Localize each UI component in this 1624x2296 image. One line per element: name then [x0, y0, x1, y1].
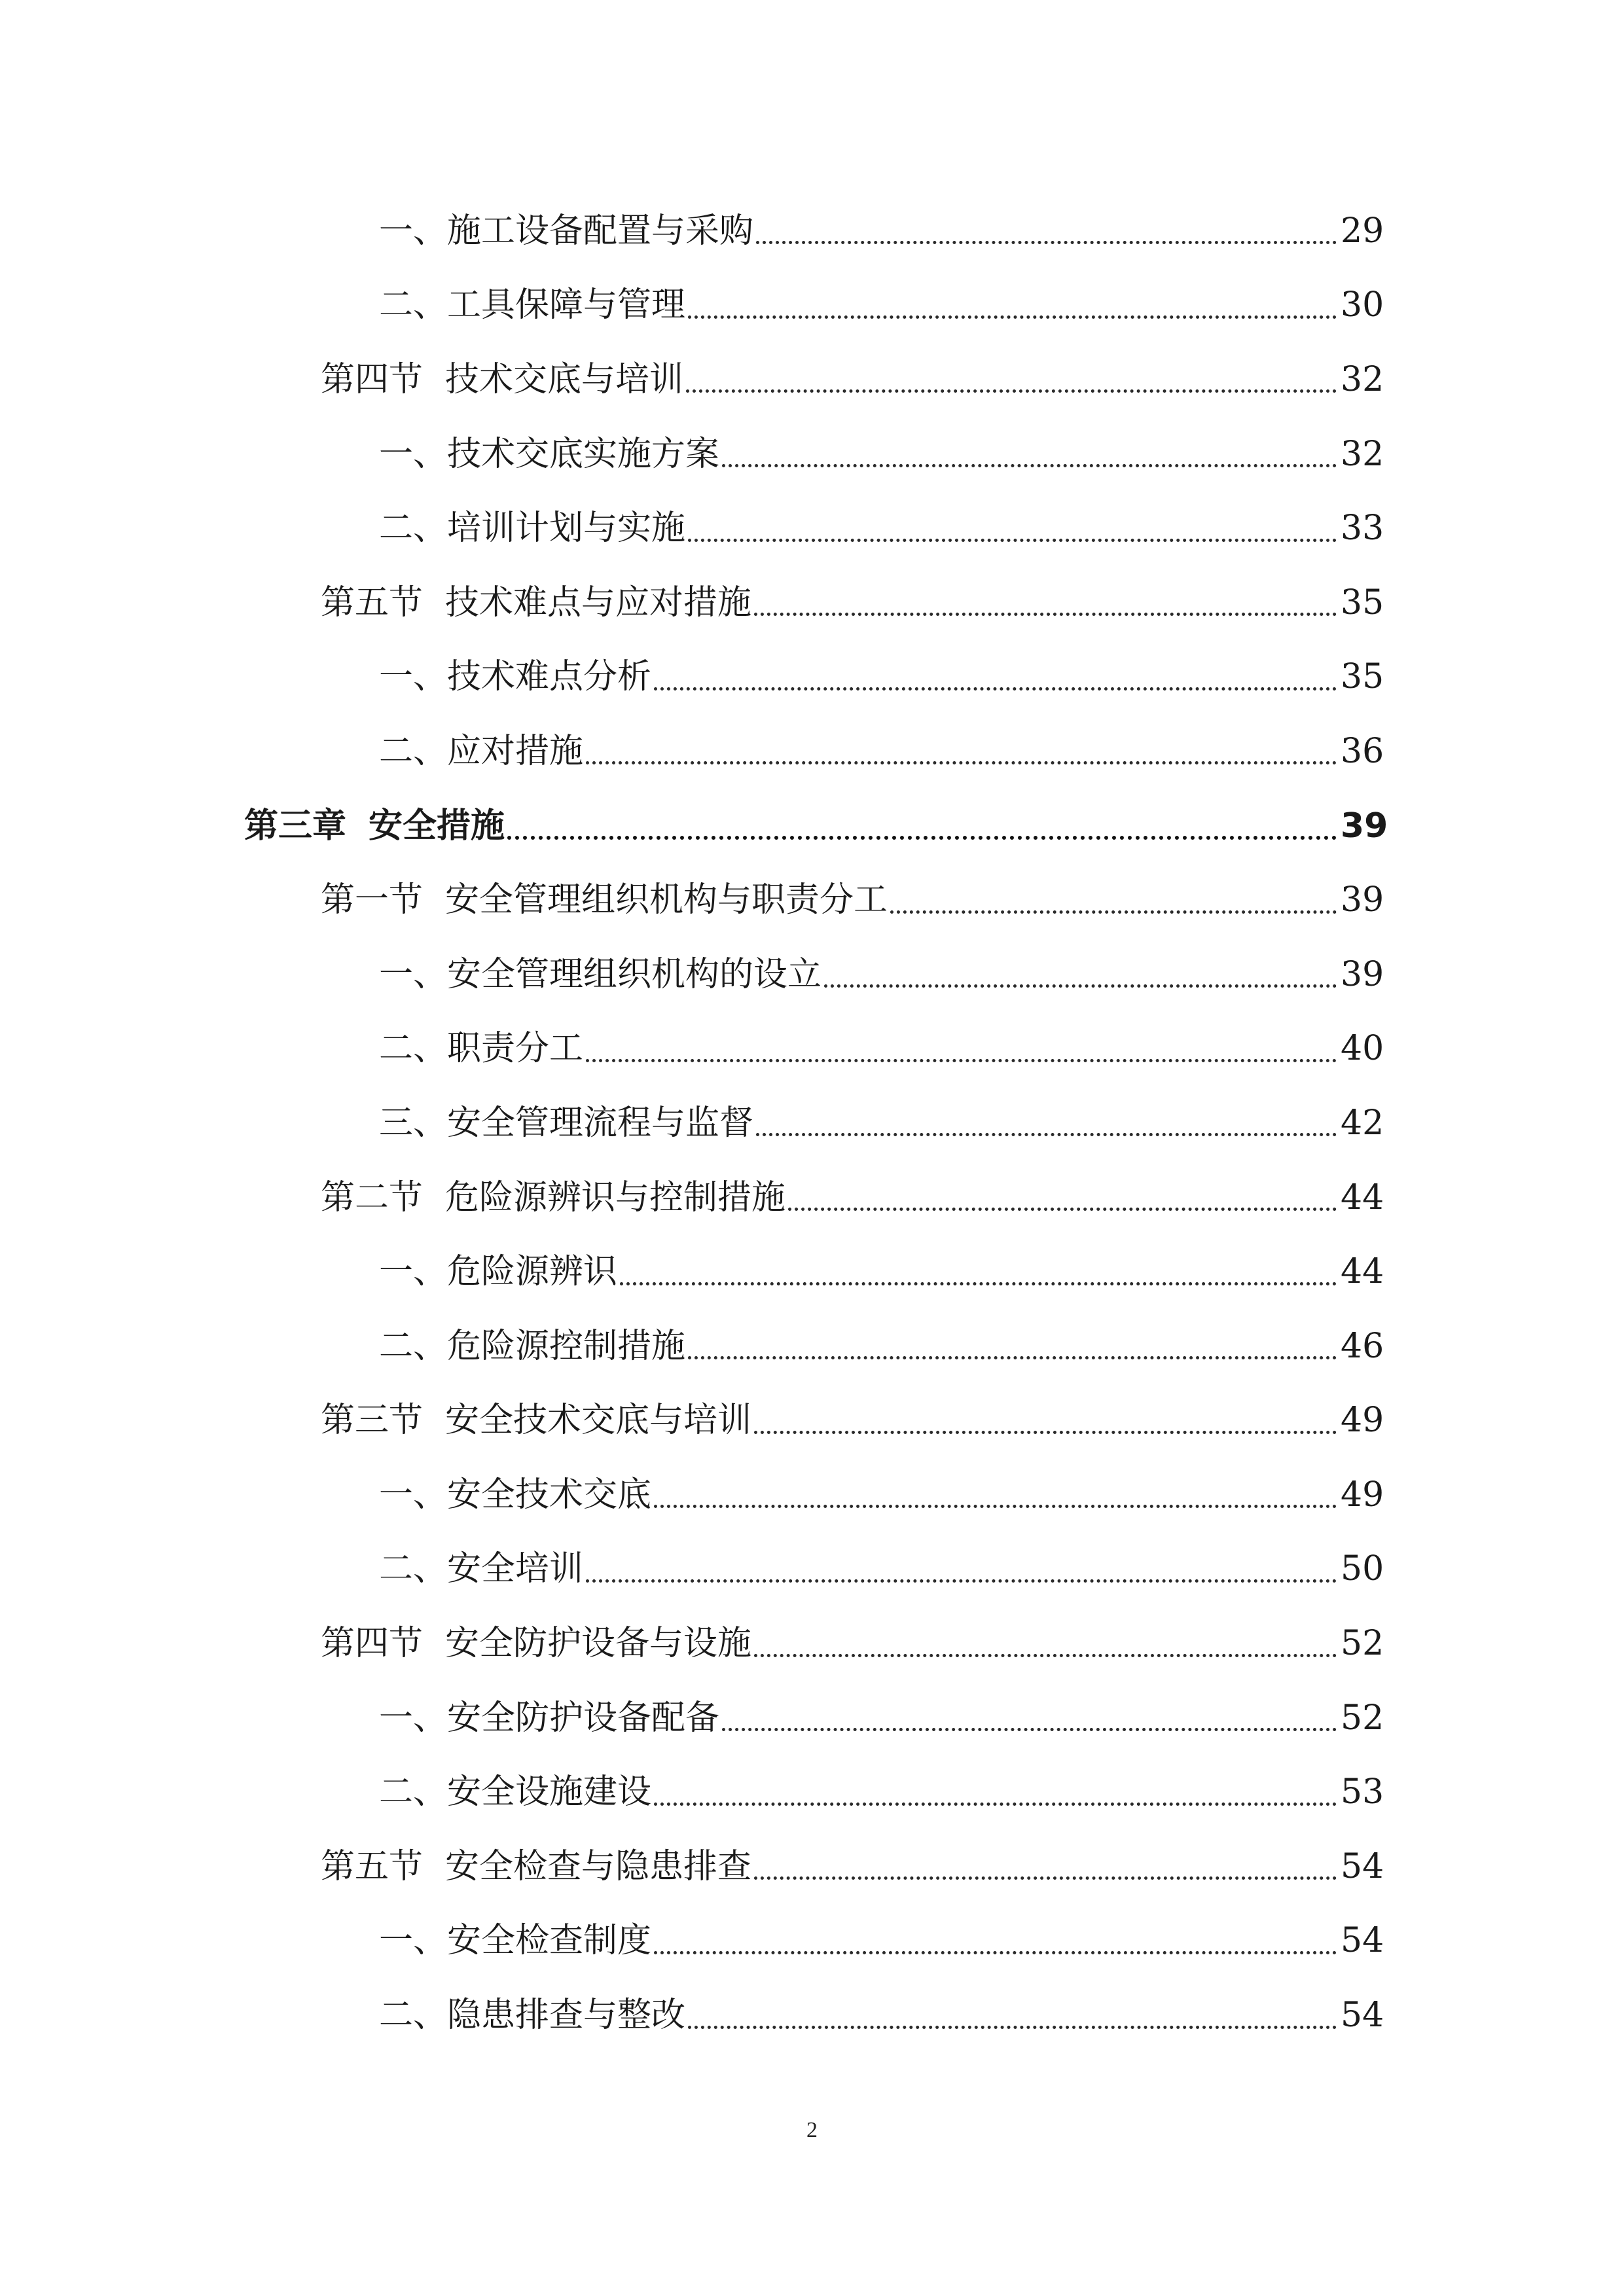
toc-page-number: 50 [1341, 1549, 1384, 1589]
toc-entry-title: 二、隐患排查与整改 [379, 1996, 686, 2036]
toc-page-number: 52 [1341, 1624, 1384, 1664]
section-number: 第五节 [321, 1846, 424, 1886]
page-number: 2 [806, 2118, 818, 2142]
dot-leader [686, 355, 1337, 393]
toc-entry-label [321, 1401, 752, 1441]
toc-entry-item[interactable] [0, 1532, 1384, 1607]
toc-entry-title: 二、安全设施建设 [379, 1772, 652, 1812]
toc-entry-title: 一、安全防护设备配备 [379, 1698, 720, 1738]
toc-entry-title: 二、工具保障与管理 [379, 285, 686, 325]
section-number: 第四节 [321, 359, 424, 399]
toc-entry-item[interactable] [0, 1086, 1384, 1160]
toc-entry-title: 二、危险源控制措施 [379, 1326, 686, 1366]
toc-entry-title: 安全技术交底与培训 [445, 1401, 752, 1441]
dot-leader [586, 1545, 1337, 1583]
toc-entry-title: 安全措施 [369, 806, 505, 846]
dot-leader [654, 1471, 1337, 1508]
toc-entry-title: 一、施工设备配置与采购 [379, 211, 754, 251]
toc-entry-item[interactable] [0, 640, 1384, 715]
toc-entry-label [379, 1996, 686, 2036]
toc-entry-item[interactable] [0, 1755, 1384, 1829]
toc-entry-item[interactable] [0, 194, 1384, 268]
toc-entry-title: 一、技术难点分析 [379, 657, 652, 697]
section-number: 第五节 [321, 583, 424, 622]
toc-page-number: 54 [1341, 1996, 1384, 2036]
toc-entry-item[interactable] [0, 937, 1384, 1012]
toc-entry-section[interactable] [0, 342, 1384, 417]
toc-entry-section[interactable] [0, 1829, 1384, 1904]
dot-leader [824, 950, 1337, 988]
toc-entry-title: 技术交底与培训 [445, 359, 684, 399]
toc-entry-title: 一、安全检查制度 [379, 1921, 652, 1961]
toc-entry-label [379, 434, 720, 474]
toc-entry-item[interactable] [0, 1234, 1384, 1309]
toc-page-number: 32 [1341, 359, 1384, 399]
toc-entry-title: 二、培训计划与实施 [379, 509, 686, 548]
toc-entry-title: 技术难点与应对措施 [445, 583, 752, 622]
toc-entry-label [379, 1252, 618, 1292]
toc-page-number: 53 [1341, 1772, 1384, 1812]
toc-entry-label [379, 509, 686, 548]
dot-leader [754, 1842, 1337, 1880]
toc-entry-label [321, 583, 752, 622]
toc-entry-label [379, 1549, 584, 1589]
dot-leader [654, 1917, 1337, 1954]
table-of-contents [0, 194, 1624, 2053]
toc-page-number: 39 [1341, 806, 1388, 846]
toc-entry-label [379, 1326, 686, 1366]
toc-entry-label [379, 1475, 652, 1515]
toc-page-number: 39 [1341, 880, 1384, 920]
toc-entry-label [321, 880, 888, 920]
dot-leader [507, 802, 1337, 840]
toc-page-number: 44 [1341, 1252, 1384, 1292]
dot-leader [688, 1322, 1337, 1359]
toc-page-number: 30 [1341, 285, 1384, 325]
toc-entry-label [244, 806, 505, 846]
toc-page-number: 52 [1341, 1698, 1384, 1738]
dot-leader [688, 281, 1337, 319]
toc-entry-item[interactable] [0, 1904, 1384, 1979]
toc-entry-item[interactable] [0, 1681, 1384, 1755]
toc-page-number: 33 [1341, 509, 1384, 548]
dot-leader [754, 1397, 1337, 1434]
toc-entry-title: 危险源辨识与控制措施 [445, 1177, 786, 1217]
toc-entry-label [321, 1624, 752, 1664]
toc-entry-label [379, 657, 652, 697]
toc-page-number: 35 [1341, 657, 1384, 697]
toc-page-number: 49 [1341, 1475, 1384, 1515]
toc-entry-title: 安全检查与隐患排查 [445, 1846, 752, 1886]
section-number: 第一节 [321, 880, 424, 920]
toc-entry-title: 三、安全管理流程与监督 [379, 1103, 754, 1143]
chapter-number: 第三章 [244, 806, 347, 846]
dot-leader [722, 430, 1337, 467]
toc-page-number: 49 [1341, 1401, 1384, 1441]
toc-entry-label [379, 731, 584, 771]
dot-leader [890, 876, 1337, 914]
toc-entry-title: 安全管理组织机构与职责分工 [445, 880, 888, 920]
dot-leader [756, 207, 1337, 244]
dot-leader [788, 1174, 1337, 1211]
toc-entry-title: 一、技术交底实施方案 [379, 434, 720, 474]
toc-entry-title: 一、危险源辨识 [379, 1252, 618, 1292]
toc-entry-label [379, 1921, 652, 1961]
toc-entry-label [379, 285, 686, 325]
toc-page-number: 36 [1341, 731, 1384, 771]
dot-leader [586, 727, 1337, 764]
dot-leader [654, 653, 1337, 691]
toc-page-number: 42 [1341, 1103, 1384, 1143]
section-number: 第三节 [321, 1401, 424, 1441]
toc-entry-title: 二、安全培训 [379, 1549, 584, 1589]
dot-leader [586, 1025, 1337, 1062]
toc-entry-title: 安全防护设备与设施 [445, 1624, 752, 1664]
toc-entry-label [379, 211, 754, 251]
dot-leader [756, 1099, 1337, 1136]
toc-page-number: 44 [1341, 1177, 1384, 1217]
toc-page-number: 54 [1341, 1846, 1384, 1886]
dot-leader [688, 505, 1337, 542]
dot-leader [754, 1620, 1337, 1657]
toc-page-number: 40 [1341, 1029, 1384, 1069]
toc-entry-section[interactable] [0, 1384, 1384, 1458]
toc-entry-title: 二、应对措施 [379, 731, 584, 771]
toc-entry-label [379, 1698, 720, 1738]
toc-page-number: 54 [1341, 1921, 1384, 1961]
toc-entry-label [379, 1029, 584, 1069]
toc-entry-section[interactable] [0, 1606, 1384, 1681]
toc-entry-item[interactable] [0, 491, 1384, 565]
toc-entry-label [321, 1177, 786, 1217]
dot-leader [688, 1992, 1337, 2029]
toc-entry-item[interactable] [0, 714, 1384, 789]
toc-entry-item[interactable] [0, 268, 1384, 343]
toc-entry-section[interactable] [0, 565, 1384, 640]
toc-entry-item[interactable] [0, 1458, 1384, 1532]
toc-page-number: 29 [1341, 211, 1384, 251]
toc-entry-item[interactable] [0, 1978, 1384, 2053]
toc-page-number: 39 [1341, 954, 1384, 994]
toc-entry-item[interactable] [0, 417, 1384, 492]
dot-leader [654, 1768, 1337, 1806]
toc-page-number: 46 [1341, 1326, 1384, 1366]
toc-entry-title: 一、安全管理组织机构的设立 [379, 954, 822, 994]
toc-entry-item[interactable] [0, 1309, 1384, 1384]
section-number: 第四节 [321, 1624, 424, 1664]
toc-entry-title: 一、安全技术交底 [379, 1475, 652, 1515]
toc-entry-label [379, 954, 822, 994]
toc-entry-label [379, 1103, 754, 1143]
toc-page-number: 32 [1341, 434, 1384, 474]
toc-page-number: 35 [1341, 583, 1384, 622]
toc-entry-title: 二、职责分工 [379, 1029, 584, 1069]
dot-leader [722, 1694, 1337, 1731]
dot-leader [620, 1248, 1337, 1285]
toc-entry-label [321, 1846, 752, 1886]
toc-entry-item[interactable] [0, 1012, 1384, 1086]
toc-entry-label [379, 1772, 652, 1812]
toc-entry-chapter[interactable] [0, 789, 1388, 863]
toc-entry-section[interactable] [0, 1160, 1384, 1235]
section-number: 第二节 [321, 1177, 424, 1217]
toc-entry-section[interactable] [0, 863, 1384, 937]
dot-leader [754, 579, 1337, 616]
toc-entry-label [321, 359, 684, 399]
